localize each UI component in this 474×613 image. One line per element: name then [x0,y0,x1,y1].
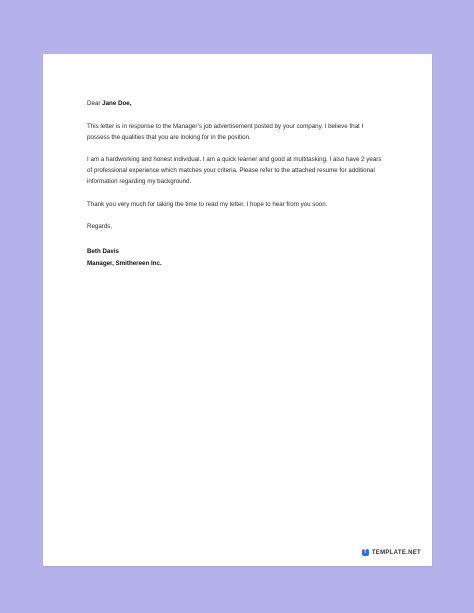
salutation [87,98,387,109]
signature-title: Manager, Smithereen Inc. [87,260,162,267]
paragraph-intro: This letter is in response to the Manager’s job advertisement posted by your company. I believe that I possess the qualities that you are looking for in the position. [87,122,364,141]
template-logo-icon: T [363,549,368,555]
signature-block [87,246,387,270]
letter-body [87,98,387,270]
recipient-name: Jane Doe, [102,100,132,107]
closing: Regards, [87,223,113,230]
salutation-prefix: Dear [87,100,101,107]
watermark [362,549,421,556]
paragraph-thanks: Thank you very much for taking the time to read my letter. I hope to hear from you soon. [87,200,328,208]
letter-page [43,54,432,566]
watermark-text: TEMPLATE.NET [371,549,421,556]
paragraph-qualifications: I am a hardworking and honest individual. I am a quick learner and good at multitasking. I also have 2 years of professional experience which matches your criteria. Please refer to the attached resume for additional information regarding my background. [87,156,382,185]
signature-name: Beth Davis [87,248,119,255]
